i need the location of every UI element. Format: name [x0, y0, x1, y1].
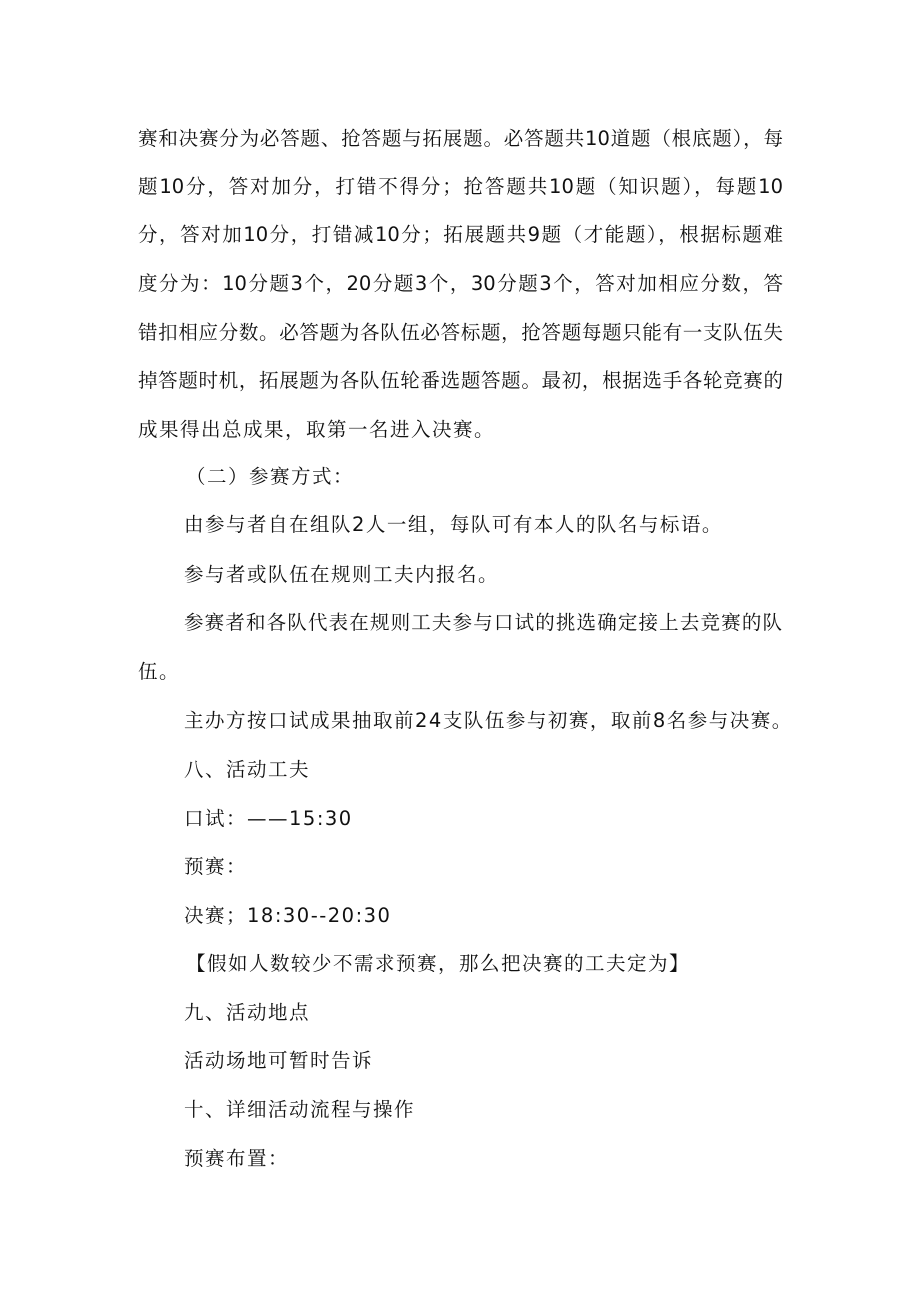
- paragraph-line: 预赛布置：: [184, 1147, 290, 1170]
- paragraph-line: 伍。: [138, 660, 181, 683]
- section-heading: 九、活动地点: [184, 1001, 311, 1024]
- paragraph-line: 分，答对加10分，打错减10分；拓展题共9题（才能题），根据标题难: [138, 223, 783, 246]
- paragraph-line: 成果得出总成果，取第一名进入决赛。: [138, 418, 496, 441]
- paragraph-line: 参与者或队伍在规则工夫内报名。: [184, 563, 500, 586]
- section-heading: 八、活动工夫: [184, 758, 311, 781]
- paragraph-line: 题10分，答对加分，打错不得分；抢答题共10题（知识题），每题10: [138, 175, 783, 198]
- schedule-item: 决赛；18:30--20:30: [184, 904, 392, 927]
- paragraph-line: 活动场地可暂时告诉: [184, 1049, 374, 1072]
- paragraph-line: 参赛者和各队代表在规则工夫参与口试的挑选确定接上去竞赛的队: [184, 611, 782, 634]
- paragraph-line: 由参与者自在组队2人一组，每队可有本人的队名与标语。: [184, 513, 723, 536]
- schedule-item: 预赛：: [184, 855, 248, 878]
- schedule-item: 口试：——15:30: [184, 807, 353, 830]
- note-line: 【假如人数较少不需求预赛，那么把决赛的工夫定为】: [186, 952, 691, 975]
- section-subheading: （二）参赛方式：: [186, 465, 355, 488]
- paragraph-line: 度分为：10分题3个，20分题3个，30分题3个，答对加相应分数，答: [138, 272, 783, 295]
- paragraph-line: 掉答题时机，拓展题为各队伍轮番选题答题。最初，根据选手各轮竞赛的: [138, 369, 783, 392]
- paragraph-line: 赛和决赛分为必答题、抢答题与拓展题。必答题共10道题（根底题），每: [138, 127, 783, 150]
- paragraph-line: 主办方按口试成果抽取前24支队伍参与初赛，取前8名参与决赛。: [184, 709, 793, 732]
- section-heading: 十、详细活动流程与操作: [184, 1098, 416, 1121]
- paragraph-line: 错扣相应分数。必答题为各队伍必答标题，抢答题每题只能有一支队伍失: [138, 321, 783, 344]
